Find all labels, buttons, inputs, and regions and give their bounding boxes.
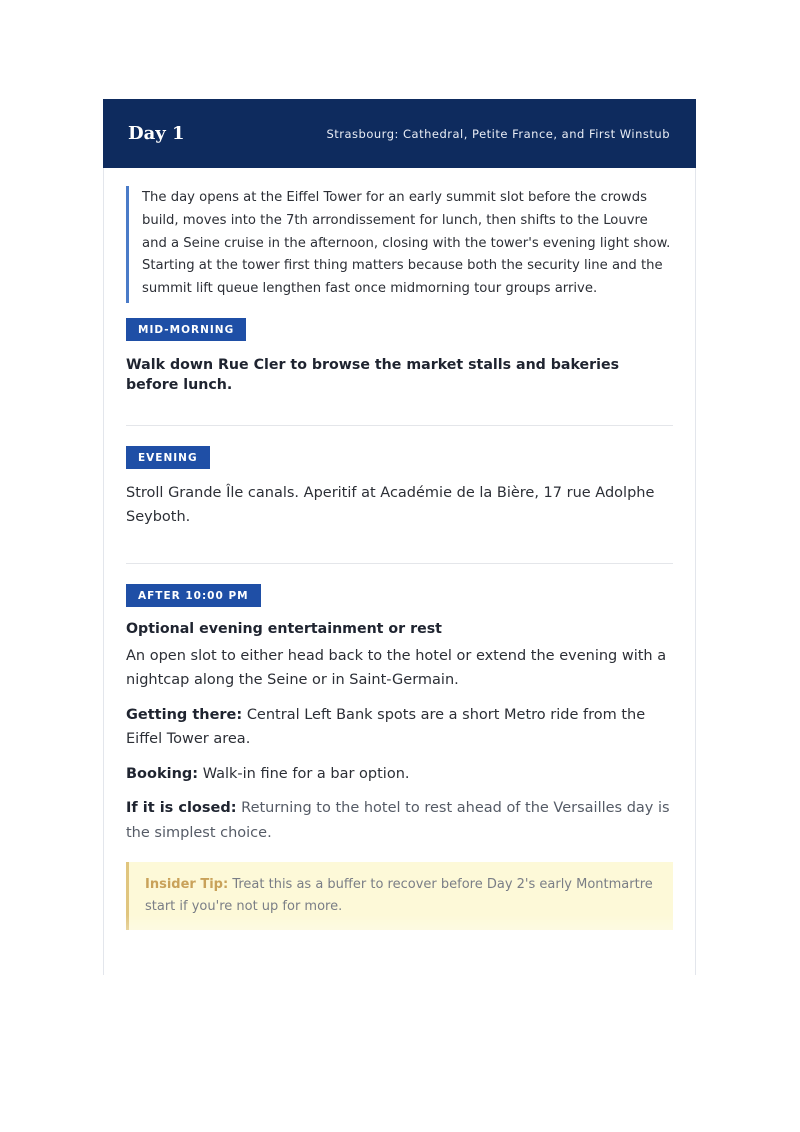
divider	[126, 425, 673, 426]
getting-there	[126, 703, 673, 752]
booking-text: Walk-in fine for a bar option.	[202, 765, 410, 782]
time-badge: MID-MORNING	[126, 318, 246, 341]
booking	[126, 762, 673, 787]
booking-label: Booking:	[126, 765, 199, 782]
getting-there-text: Central Left Bank spots are a short Metro ride from the Eiffel Tower area.	[126, 706, 646, 748]
section-after-10pm	[126, 584, 673, 931]
insider-tip	[126, 862, 673, 930]
section-description: An open slot to either head back to the hotel or extend the evening with a nightcap along the Seine or in Saint-Germain.	[126, 647, 667, 689]
if-closed-text: Returning to the hotel to rest ahead of the Versailles day is the simplest choice.	[126, 800, 670, 841]
divider	[126, 563, 673, 564]
section-title: Optional evening entertainment or rest	[126, 620, 442, 637]
day-header	[103, 99, 696, 168]
day-card	[103, 99, 696, 975]
day-title: Day 1	[128, 123, 185, 144]
section-text: Stroll Grande Île canals. Aperitif at Académie de la Bière, 17 rue Adolphe Seyboth.	[126, 484, 655, 525]
day-content	[104, 168, 695, 930]
getting-there-label: Getting there:	[126, 706, 243, 723]
if-closed	[126, 796, 673, 845]
time-badge: EVENING	[126, 446, 210, 469]
section-text: Walk down Rue Cler to browse the market stalls and bakeries before lunch.	[126, 356, 620, 393]
insider-tip-text: Treat this as a buffer to recover before Day 2's early Montmartre start if you're not up for more.	[145, 877, 653, 915]
day-intro: The day opens at the Eiffel Tower for an early summit slot before the crowds build, moves into the 7th arrondissement for lunch, then shifts to the Louvre and a Seine cruise in the afternoon, closing with the tower's evening light show. Starting at the tower first thing matters because both the security line and the summit lift queue lengthen fast once midmorning tour groups arrive.	[126, 186, 673, 303]
if-closed-label: If it is closed:	[126, 800, 237, 817]
insider-tip-label: Insider Tip:	[145, 877, 229, 893]
section-mid-morning	[126, 318, 673, 395]
section-evening	[126, 446, 673, 529]
time-badge: AFTER 10:00 PM	[126, 584, 261, 607]
day-subtitle: Strasbourg: Cathedral, Petite France, and First Winstub	[326, 126, 670, 141]
